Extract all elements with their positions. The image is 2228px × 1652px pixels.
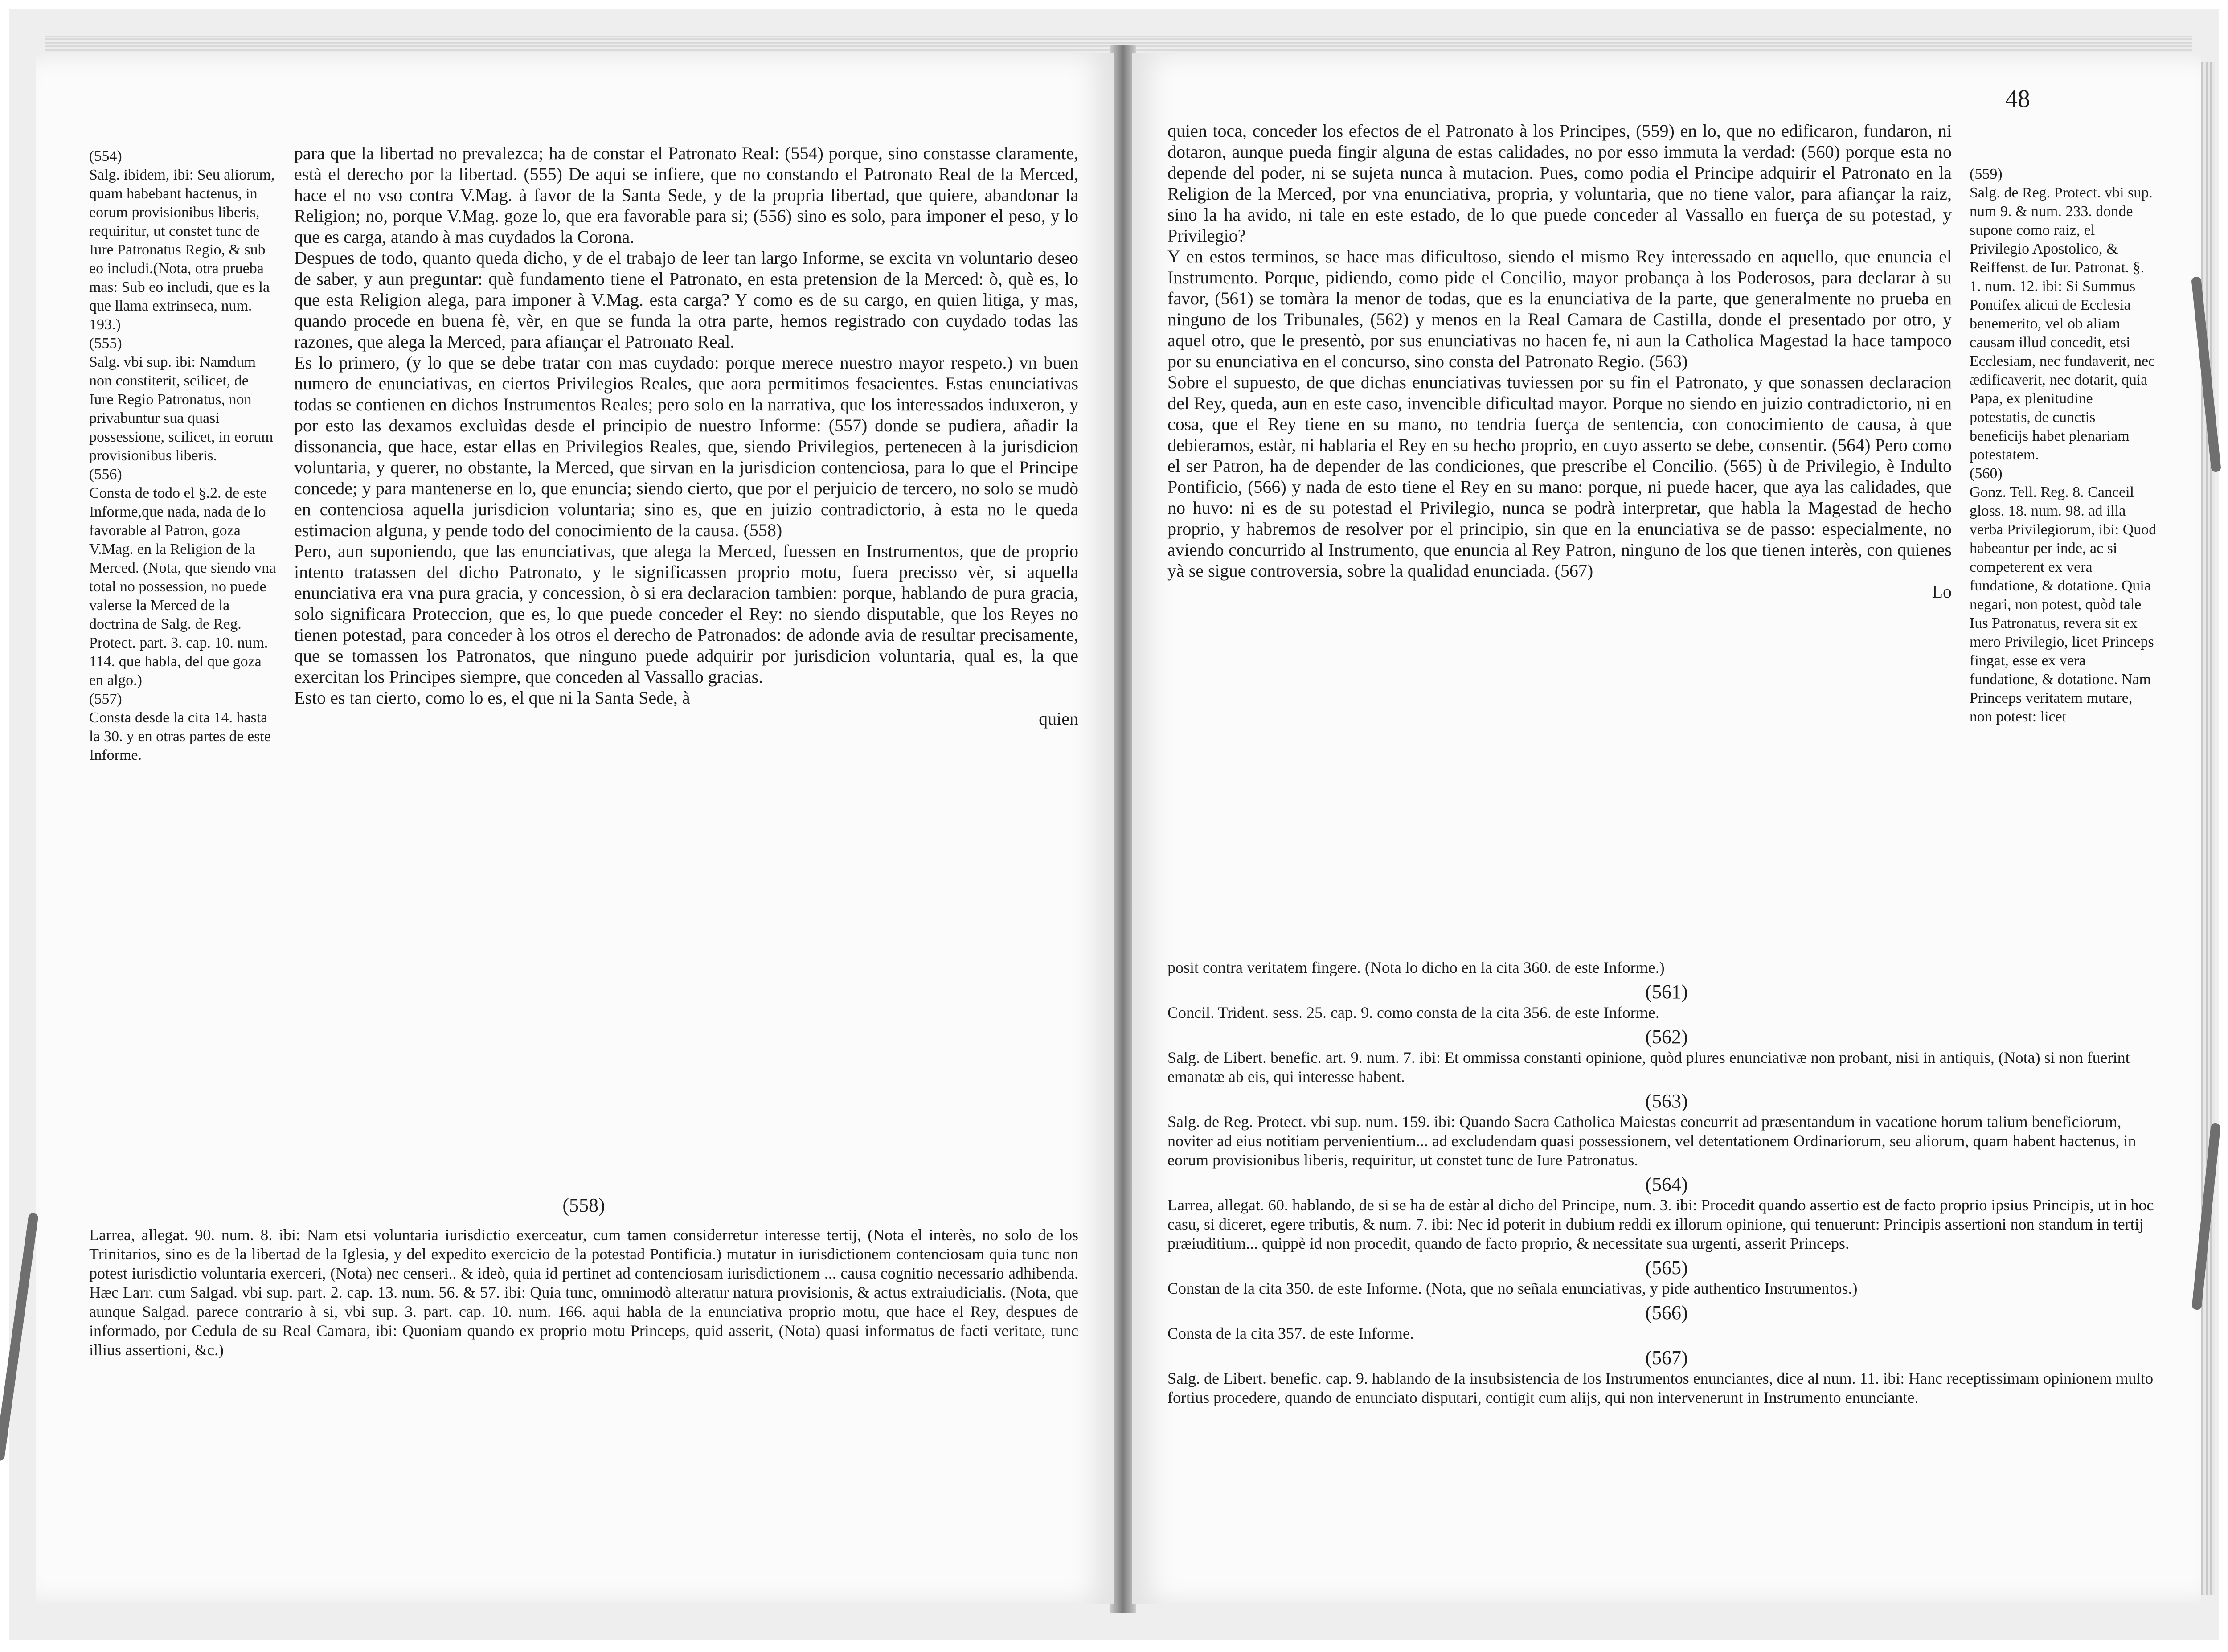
open-book [9,9,2219,1640]
footnote-567-heading: (567) [1645,1347,1688,1369]
footnote-563-heading: (563) [1645,1090,1688,1112]
footnote-561-heading: (561) [1645,981,1688,1003]
footnote-561-text: Concil. Trident. sess. 25. cap. 9. como consta de la cita 356. de este Informe. [1167,1004,1659,1021]
footnote-566-text: Consta de la cita 357. de este Informe. [1167,1324,1414,1342]
footnote-565-heading: (565) [1645,1257,1688,1279]
footnote-565-text: Constan de la cita 350. de este Informe. (Nota, que no señala enunciativas, y pide authentico Instrumentos.) [1167,1279,1858,1297]
right-footnotes-block [1167,958,2166,1407]
right-catchword: Lo [1932,582,1952,602]
right-sidenotes: (559) Salg. de Reg. Protect. vbi sup. num 9. & num. 233. donde supone como raiz, el Privilegio Apostolico, & Reiffenst. de Iur. Patronat. §. 1. num. 12. ibi: Si Summus Pontifex alicui de Ecclesia benemerito, vel ob aliam causam illud concedit, etsi Ecclesiam, nec fundaverit, nec ædificaverit, nec dotarit, quia Papa, ex plenitudine potestatis, de cunctis beneficijs habet plenariam potestatem. (560) Gonz. Tell. Reg. 8. Canceil gloss. 18. num. 98. ad illa verba Privilegiorum, ibi: Quod habeantur per inde, ac si competerent ex vera fundatione, & dotatione. Quia negari, non potest, quòd tale Ius Patronatus, revera sit ex mero Privilegio, licet Princeps fingat, esse ex vera fundatione, & dotatione. Nam Princeps veritatem mutare, non potest: licet [1970,166,2157,725]
footnote-563-text: Salg. de Reg. Protect. vbi sup. num. 159. ibi: Quando Sacra Catholica Maiestas concurrit ad præsentandum in vacatione horum talium beneficiorum, noviter ad eius notitiam pervenientium... ad excludendam quasi possessionem, vel detentationem Ordinariorum, seu aliorum, quam habent hactenus, in eorum provisionibus liberis, requiritur, ut constet tunc de Iure Patronatus. [1167,1113,2136,1169]
footnote-560-continuation: posit contra veritatem fingere. (Nota lo dicho en la cita 360. de este Informe.) [1167,959,1665,976]
footnote-562-text: Salg. de Libert. benefic. art. 9. num. 7. ibi: Et ommissa constanti opinione, quòd plures enunciativæ non probant, nisi in antiquis, (Nota) si non fuerint emanatæ ab eis, qui interesse habent. [1167,1049,2130,1086]
footnote-564-heading: (564) [1645,1173,1688,1195]
footnote-567-text: Salg. de Libert. benefic. cap. 9. hablando de la insubsistencia de los Instrumentos enunciantes, dice al num. 11. ibi: Hanc receptissimam opinionem multo fortius procedere, quando de enunciato disputari, contigit cum alijs, qui non intervenerunt in Instrumento enunciante. [1167,1369,2154,1406]
footnote-564-text: Larrea, allegat. 60. hablando, de si se ha de estàr al dicho del Principe, num. 3. ibi: Procedit quando assertio est de facto proprio ipsius Principis, ut in hoc casu, si diceret, egere tributis, & num. 7. ibi: Nec id poterit in dubium reddi ex illorum opinione, qui tenuerunt: Principis assertioni non standum in tertij præiuditium... quippè id non procedit, quando de facto proprio, & necessitate sua urgenti, asserit Princeps. [1167,1196,2154,1252]
left-page [36,53,1114,1604]
left-sidenotes-column [89,147,276,765]
left-sidenotes: (554) Salg. ibidem, ibi: Seu aliorum, quam habebant hactenus, in eorum provisionibus liberis, requiritur, ut constet tunc de Iure Patronatus Regio, & sub eo includi.(Nota, otra prueba mas: Sub eo includi, que es la que llama extrinseca, num. 193.) (555) Salg. vbi sup. ibi: Namdum non constiterit, scilicet, de Iure Regio Patronatus, non privabuntur sua quasi possessione, scilicet, in eorum provisionibus liberis. (556) Consta de todo el §.2. de este Informe,que nada, nada de lo favorable al Patron, goza V.Mag. en la Religion de la Merced. (Nota, que siendo vna total no possession, no puede valerse la Merced de la doctrina de Salg. de Reg. Protect. part. 3. cap. 10. num. 114. que habla, del que goza en algo.) (557) Consta desde la cita 14. hasta la 30. y en otras partes de este Informe. [89,148,276,763]
footnote-558-heading: (558) [562,1194,605,1216]
page-number: 48 [2005,85,2030,113]
binding-tie-left-lower [0,1213,39,1461]
right-page [1132,53,2201,1604]
footnote-558-text: Larrea, allegat. 90. num. 8. ibi: Nam etsi voluntaria iurisdictio exerceatur, cum tamen considerretur interesse tertij, (Nota el interès, no solo de los Trinitarios, sino es de la libertad de la Iglesia, y del expedito exercicio de la potestad Pontificia.) mutatur in iurisdictionem contenciosam quia tunc non potest iurisdictio voluntaria exerceri, (Nota) nec censeri.. & ideò, quia id pertinet ad contenciosam iurisdictionem ... causa cognitio necessario adhibenda. Hæc Larr. cum Salgad. vbi sup. part. 2. cap. 13. num. 56. & 57. ibi: Quia tunc, omnimodò alteratur natura provisionis, & actus extraiudicialis. (Nota, que aunque Salgad. parece contrario à si, vbi sup. 3. part. cap. 10. num. 166. aqui habla de la enunciativa proprio motu, que hace el Rey, despues de informado, por Cedula de su Real Camara, ibi: Quoniam quando ex proprio motu Princeps, quid asserit, (Nota) quasi informatus de facti veritate, tunc illius assertioni, &c.) [89,1226,1078,1359]
left-catchword: quien [1039,709,1078,729]
left-footnote-block [89,1194,1078,1360]
left-main-text: para que la libertad no prevalezca; ha de constar el Patronato Real: (554) porque, sino constasse claramente, està el derecho por la libertad. (555) De aqui se infiere, que no constando el Patronato Real de la Merced, hace el no vso contra V.Mag. à favor de la Santa Sede, y de la propria libertad, que quiere, abandonar la Religion; no, porque V.Mag. goze lo, que era favorable para si; (556) sino es solo, para imponer el peso, y lo que es carga, atando à mas cuydados la Corona. Despues de todo, quanto queda dicho, y de el trabajo de leer tan largo Informe, se excita vn voluntario deseo de saber, y aun preguntar: què fundamento tiene el Patronato, en esta pretension de la Merced: ò, què es, lo que esta Religion alega, para imponer à V.Mag. esta carga? Y como es de su cargo, en quien litiga, y mas, quando procede en buena fè, vèr, en que se funda la otra parte, hemos registrado con cuydado todas las razones, que alega la Merced, para afiançar el Patronato Real. Es lo primero, (y lo que se debe tratar con mas cuydado: porque merece nuestro mayor respeto.) vn buen numero de enunciativas, en ciertos Privilegios Reales, que aora permitimos fesacientes. Estas enunciativas todas se contienen en dichos Instrumentos Reales; pero solo en la narrativa, que los interessados induxeron, y por esto las dexamos excluìdas desde el principio de nuestro Informe: (557) donde se pudiera, añadir la dissonancia, que hace, estar ellas en Privilegios Reales, que, siendo Privilegios, pertenecen à la jurisdicion voluntaria, y querer, no obstante, la Merced, que sirvan en la jurisdicion contenciosa, para lo que el Principe concede; y para mantenerse en lo, que enuncia; siendo cierto, que por el perjuicio de tercero, no solo se mudò en contenciosa aquella jurisdicion voluntaria; sino es, que en juizio contradictorio, à esta no le queda estimacion alguna, y pende todo del conocimiento de la causa. (558) Pero, aun suponiendo, que las enunciativas, que alega la Merced, fuessen en Instrumentos, que de proprio intento tratassen del dicho Patronato, y le significassen proprio motu, fuera precisso vèr, si aquella enunciativa era vna pura gracia, y concession, ò si era declaracion tambien: porque, hablando de pura gracia, solo significara Proteccion, que es, lo que puede conceder el Rey: no siendo disputable, que los Reyes no tienen potestad, para conceder à los otros el derecho de Patronados: de adonde avia de resultar precisamente, que se tomassen los Patronatos, que ninguno puede adquirir por jurisdicion voluntaria, qual es, la que exercitan los Principes siempre, que conceden al Vassallo gracias. Esto es tan cierto, como lo es, el que ni la Santa Sede, à [294,143,1078,708]
left-main-column [294,143,1078,729]
right-main-text: quien toca, conceder los efectos de el Patronato à los Principes, (559) en lo, que no edificaron, fundaron, ni dotaron, aunque pueda fingir alguna de estas calidades, no por esso immuta la verdad: (560) porque esta no depende del poder, ni se sujeta nunca à mutacion. Pues, como podia el Principe adquirir el Patronato en la Religion de la Merced, por vna enunciativa, propria, y voluntaria, que no tiene valor, para afiançar la raiz, sino la ha avido, ni tale en este estado, de lo que puede conceder al Vassallo en fuerça de su potestad, y Privilegio? Y en estos terminos, se hace mas dificultoso, siendo el mismo Rey interessado en aquello, que enuncia el Instrumento. Porque, pidiendo, como pide el Concilio, mayor probança à los Poderosos, para declarar à su favor, (561) se tomàra la menor de todas, que es la enunciativa de la parte, que generalmente no prueba en ninguno de los Tribunales, (562) y menos en la Real Camara de Castilla, donde el presentado por otro, y aquel otro, que le presentò, por sus enunciativas no hacen fe, ni aun la Catholica Magestad la hace tampoco por su enunciativa en el concurso, sino consta del Patronato Regio. (563) Sobre el supuesto, de que dichas enunciativas tuviessen por su fin el Patronato, y que sonassen declaracion del Rey, queda, aun en este caso, invencible dificultad mayor. Porque no siendo en juizio contradictorio, ni en cosa, que el Rey tiene en su mano, no tendria fuerça de sentencia, con conocimiento de causa, à que debieramos, estàr, ni hablaria el Rey en su hecho proprio, en cuyo asserto se debe, consentir. (564) Pero como el ser Patron, ha de depender de las condiciones, que prescribe el Concilio. (565) ù de Privilegio, è Indulto Pontificio, (566) y nada de esto tiene el Rey en su mano: porque, ni puede hacer, que aya las calidades, que no huvo: ni es de su potestad el Privilegio, nunca se podrà interpretar, que habla la Magestad de hecho proprio, y habremos de resolver por el principio, sin que en la enunciativa se de passo: especialmente, no aviendo concurrido al Instrumento, que enuncia al Rey Patron, ninguno de los que tienen interès, con quienes yà se sigue controversia, sobre la qualidad enunciada. (567) [1167,121,1952,581]
footnote-562-heading: (562) [1645,1026,1688,1048]
right-sidenotes-column [1970,165,2157,726]
footnote-566-heading: (566) [1645,1302,1688,1324]
right-main-column [1167,120,1952,602]
